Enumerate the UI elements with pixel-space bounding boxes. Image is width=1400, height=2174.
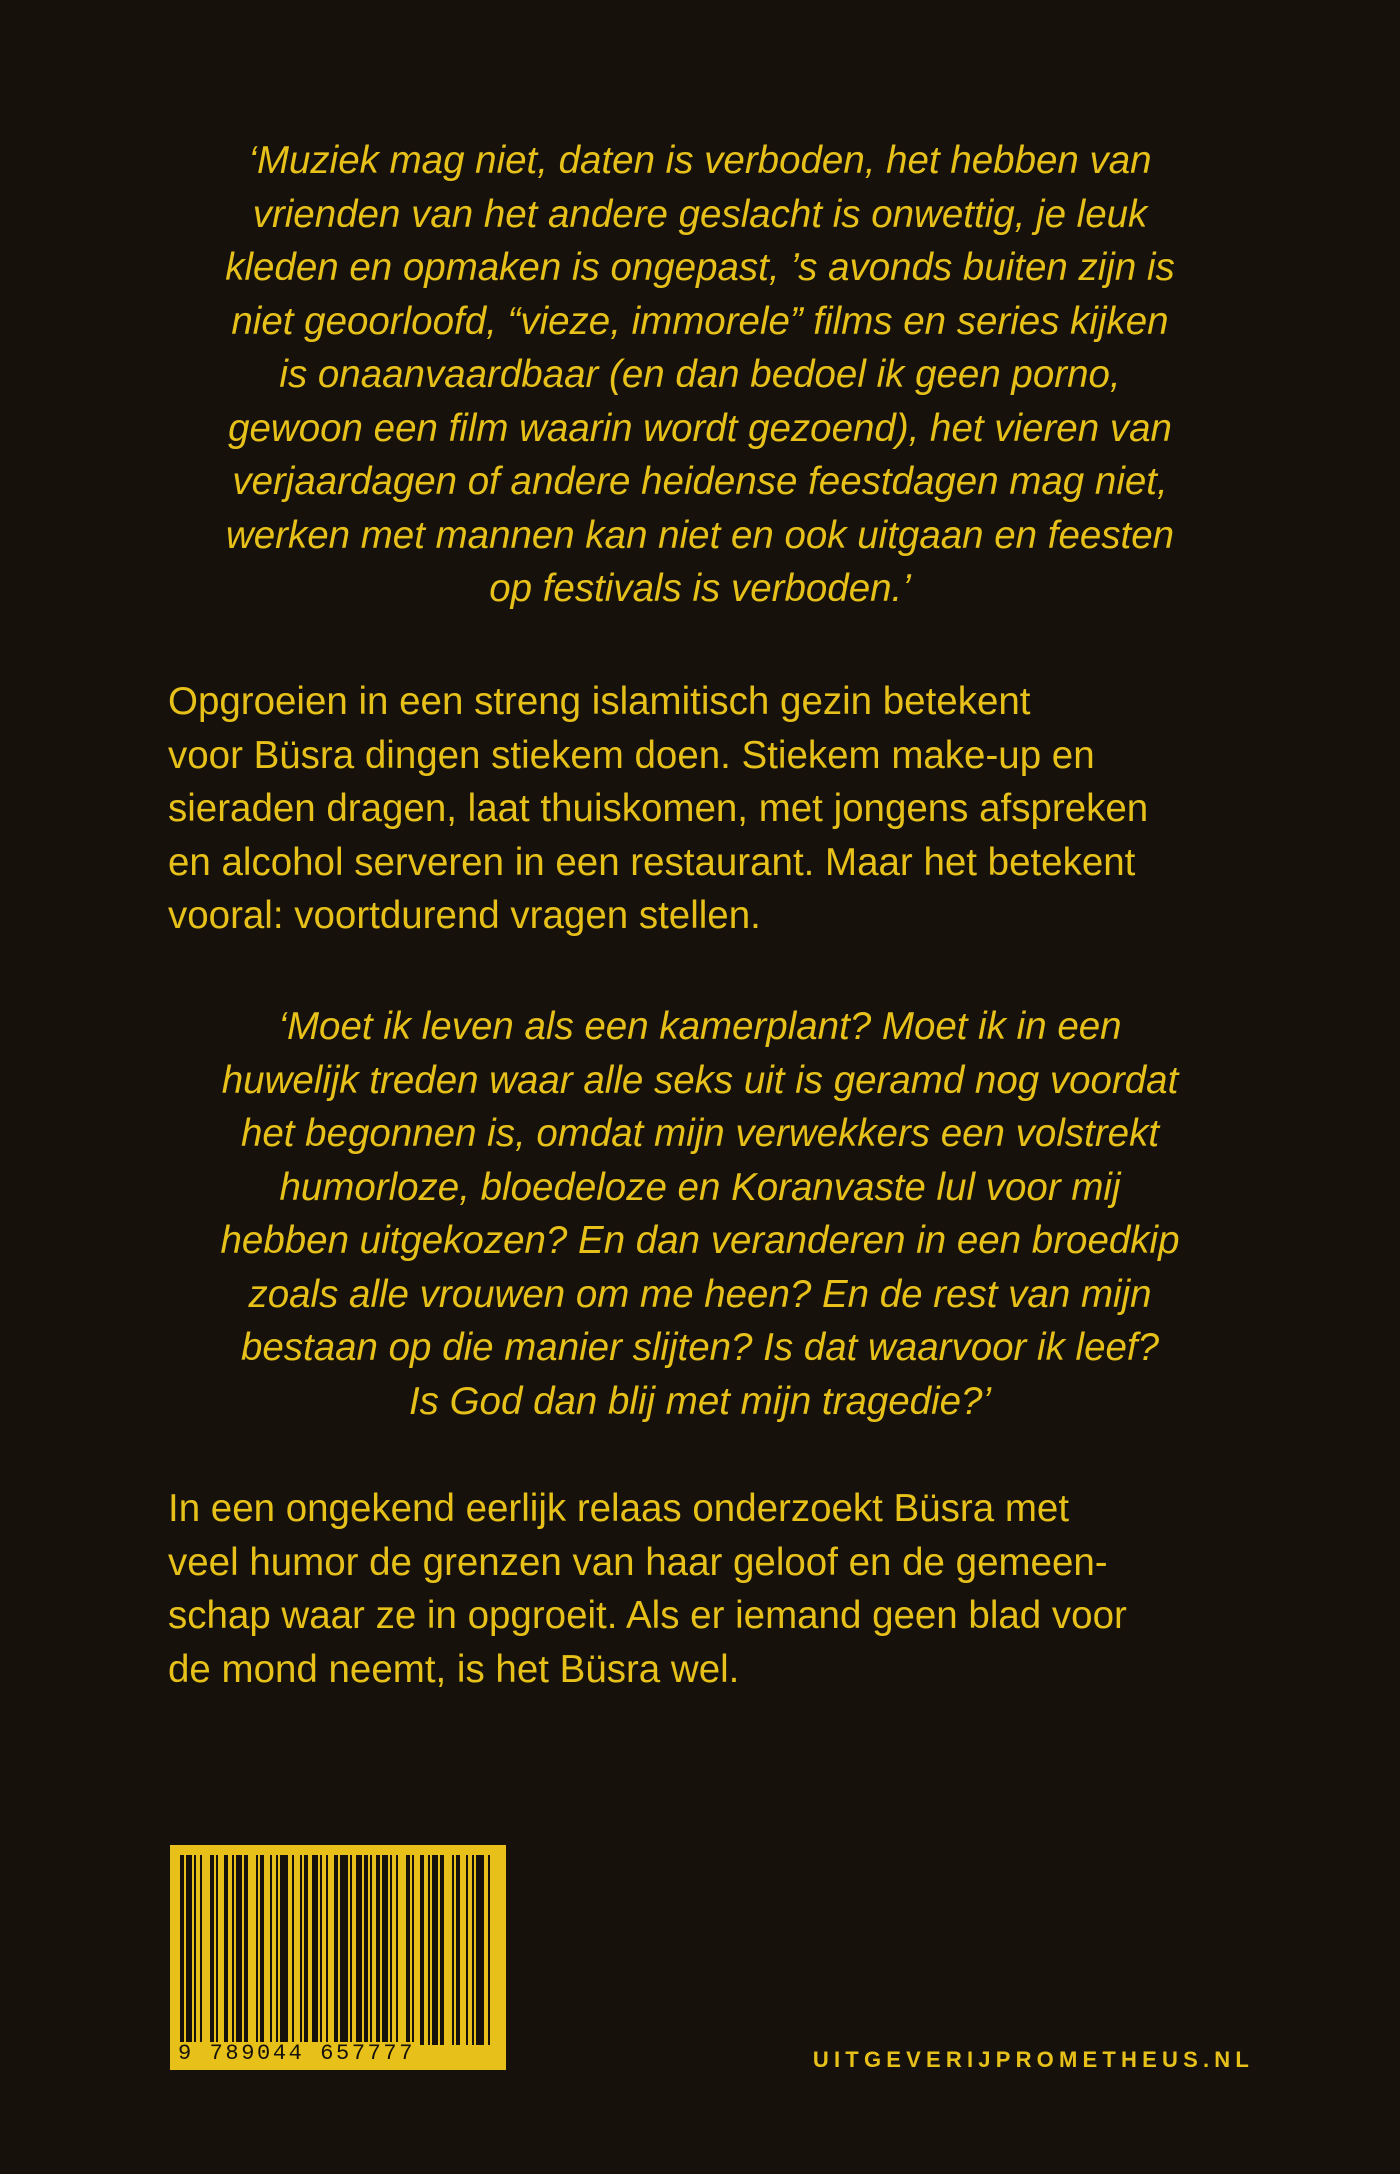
barcode-bar	[472, 1855, 474, 2045]
barcode-bars	[170, 1845, 506, 2070]
quote-line: is onaanvaardbaar (en dan bedoel ik geen porno,	[279, 353, 1121, 396]
quote-line: ‘Muziek mag niet, daten is verboden, het hebben van	[248, 139, 1152, 182]
barcode-bar	[476, 1855, 484, 2045]
quote-line: gewoon een film waarin wordt gezoend), het vieren van	[228, 406, 1172, 450]
barcode-bar	[300, 1855, 302, 2045]
barcode-bar	[200, 1855, 202, 2045]
barcode-bar	[194, 1855, 196, 2045]
barcode-bar	[428, 1855, 430, 2045]
barcode-bar	[276, 1855, 278, 2045]
barcode-bar	[210, 1855, 214, 2045]
barcode-bar	[256, 1855, 258, 2045]
barcode-bar	[488, 1855, 490, 2045]
quote-line: hebben uitgekozen? En dan veranderen in een broedkip	[220, 1219, 1180, 1262]
barcode-bar	[390, 1855, 392, 2045]
paragraph-line: veel humor de grenzen van haar geloof en de gemeen-	[168, 1540, 1108, 1584]
paragraph-line: sieraden dragen, laat thuiskomen, met jongens afspreken	[168, 787, 1149, 830]
barcode-bar	[326, 1855, 328, 2045]
quote-line: ‘Moet ik leven als een kamerplant? Moet ik in een	[278, 1005, 1122, 1048]
second-quote	[150, 1000, 1250, 1428]
quote-line: humorloze, bloedeloze en Koranvaste lul voor mij	[279, 1165, 1121, 1209]
barcode-bar	[452, 1855, 454, 2045]
barcode-bar	[224, 1855, 228, 2045]
barcode-bar	[420, 1855, 424, 2045]
barcode-bar	[334, 1855, 338, 2045]
isbn-number: 9 789044 657777	[178, 2041, 416, 2066]
barcode-bar	[466, 1855, 468, 2045]
barcode-bar	[396, 1855, 398, 2045]
barcode-bar	[364, 1855, 368, 2045]
quote-line: huwelijk treden waar alle seks uit is geramd nog voordat	[221, 1058, 1179, 1102]
barcode-bar	[180, 1855, 184, 2045]
barcode-bar	[406, 1855, 410, 2045]
barcode-bar	[440, 1855, 444, 2045]
barcode-bar	[350, 1855, 352, 2045]
quote-line: vrienden van het andere geslacht is onwettig, je leuk	[252, 192, 1148, 236]
barcode-bar	[356, 1855, 362, 2045]
barcode-bar	[292, 1855, 294, 2045]
barcode-bar	[244, 1855, 248, 2045]
barcode-bar	[270, 1855, 272, 2045]
summary-paragraph-2	[168, 1482, 1248, 1696]
paragraph-line: Opgroeien in een streng islamitisch gezin betekent	[168, 680, 1031, 723]
barcode-bar	[186, 1855, 192, 2045]
opening-quote	[150, 134, 1250, 616]
paragraph-line: In een ongekend eerlijk relaas onderzoekt Büsra met	[168, 1487, 1070, 1530]
barcode-bar	[236, 1855, 242, 2045]
barcode-bar	[340, 1855, 348, 2045]
quote-line: niet geoorloofd, “vieze, immorele” films en series kijken	[231, 299, 1169, 343]
barcode-bar	[260, 1855, 264, 2045]
barcode-bar	[232, 1855, 234, 2045]
quote-line: Is God dan blij met mijn tragedie?’	[408, 1379, 992, 1423]
quote-line: het begonnen is, omdat mijn verwekkers een volstrekt	[240, 1112, 1160, 1155]
isbn-barcode	[170, 1845, 506, 2070]
paragraph-line: voor Büsra dingen stiekem doen. Stiekem make-up en	[168, 733, 1095, 777]
publisher-url: UITGEVERIJPROMETHEUS.NL	[812, 2047, 1254, 2072]
paragraph-line: schap waar ze in opgroeit. Als er iemand geen blad voor	[168, 1594, 1127, 1637]
quote-line: werken met mannen kan niet en ook uitgaan en feesten	[225, 513, 1175, 557]
quote-line: op festivals is verboden.’	[489, 567, 911, 610]
barcode-bar	[456, 1855, 460, 2045]
barcode-bar	[216, 1855, 218, 2045]
barcode-bar	[320, 1855, 322, 2045]
paragraph-line: vooral: voortdurend vragen stellen.	[168, 894, 761, 937]
paragraph-line: en alcohol serveren in een restaurant. Maar het betekent	[168, 840, 1136, 884]
summary-paragraph-1	[168, 675, 1248, 943]
barcode-bar	[304, 1855, 308, 2045]
barcode-bar	[280, 1855, 288, 2045]
barcode-bar	[382, 1855, 388, 2045]
paragraph-line: de mond neemt, is het Büsra wel.	[168, 1647, 740, 1691]
barcode-bar	[376, 1855, 380, 2045]
quote-line: kleden en opmaken is ongepast, ’s avonds buiten zijn is	[225, 246, 1175, 289]
quote-line: bestaan op die manier slijten? Is dat waarvoor ik leef?	[240, 1326, 1160, 1369]
barcode-bar	[432, 1855, 438, 2045]
quote-line: zoals alle vrouwen om me heen? En de rest van mijn	[248, 1272, 1152, 1316]
quote-line: verjaardagen of andere heidense feestdagen mag niet,	[232, 460, 1168, 503]
barcode-bar	[412, 1855, 414, 2045]
barcode-bar	[370, 1855, 372, 2045]
barcode-bar	[312, 1855, 318, 2045]
